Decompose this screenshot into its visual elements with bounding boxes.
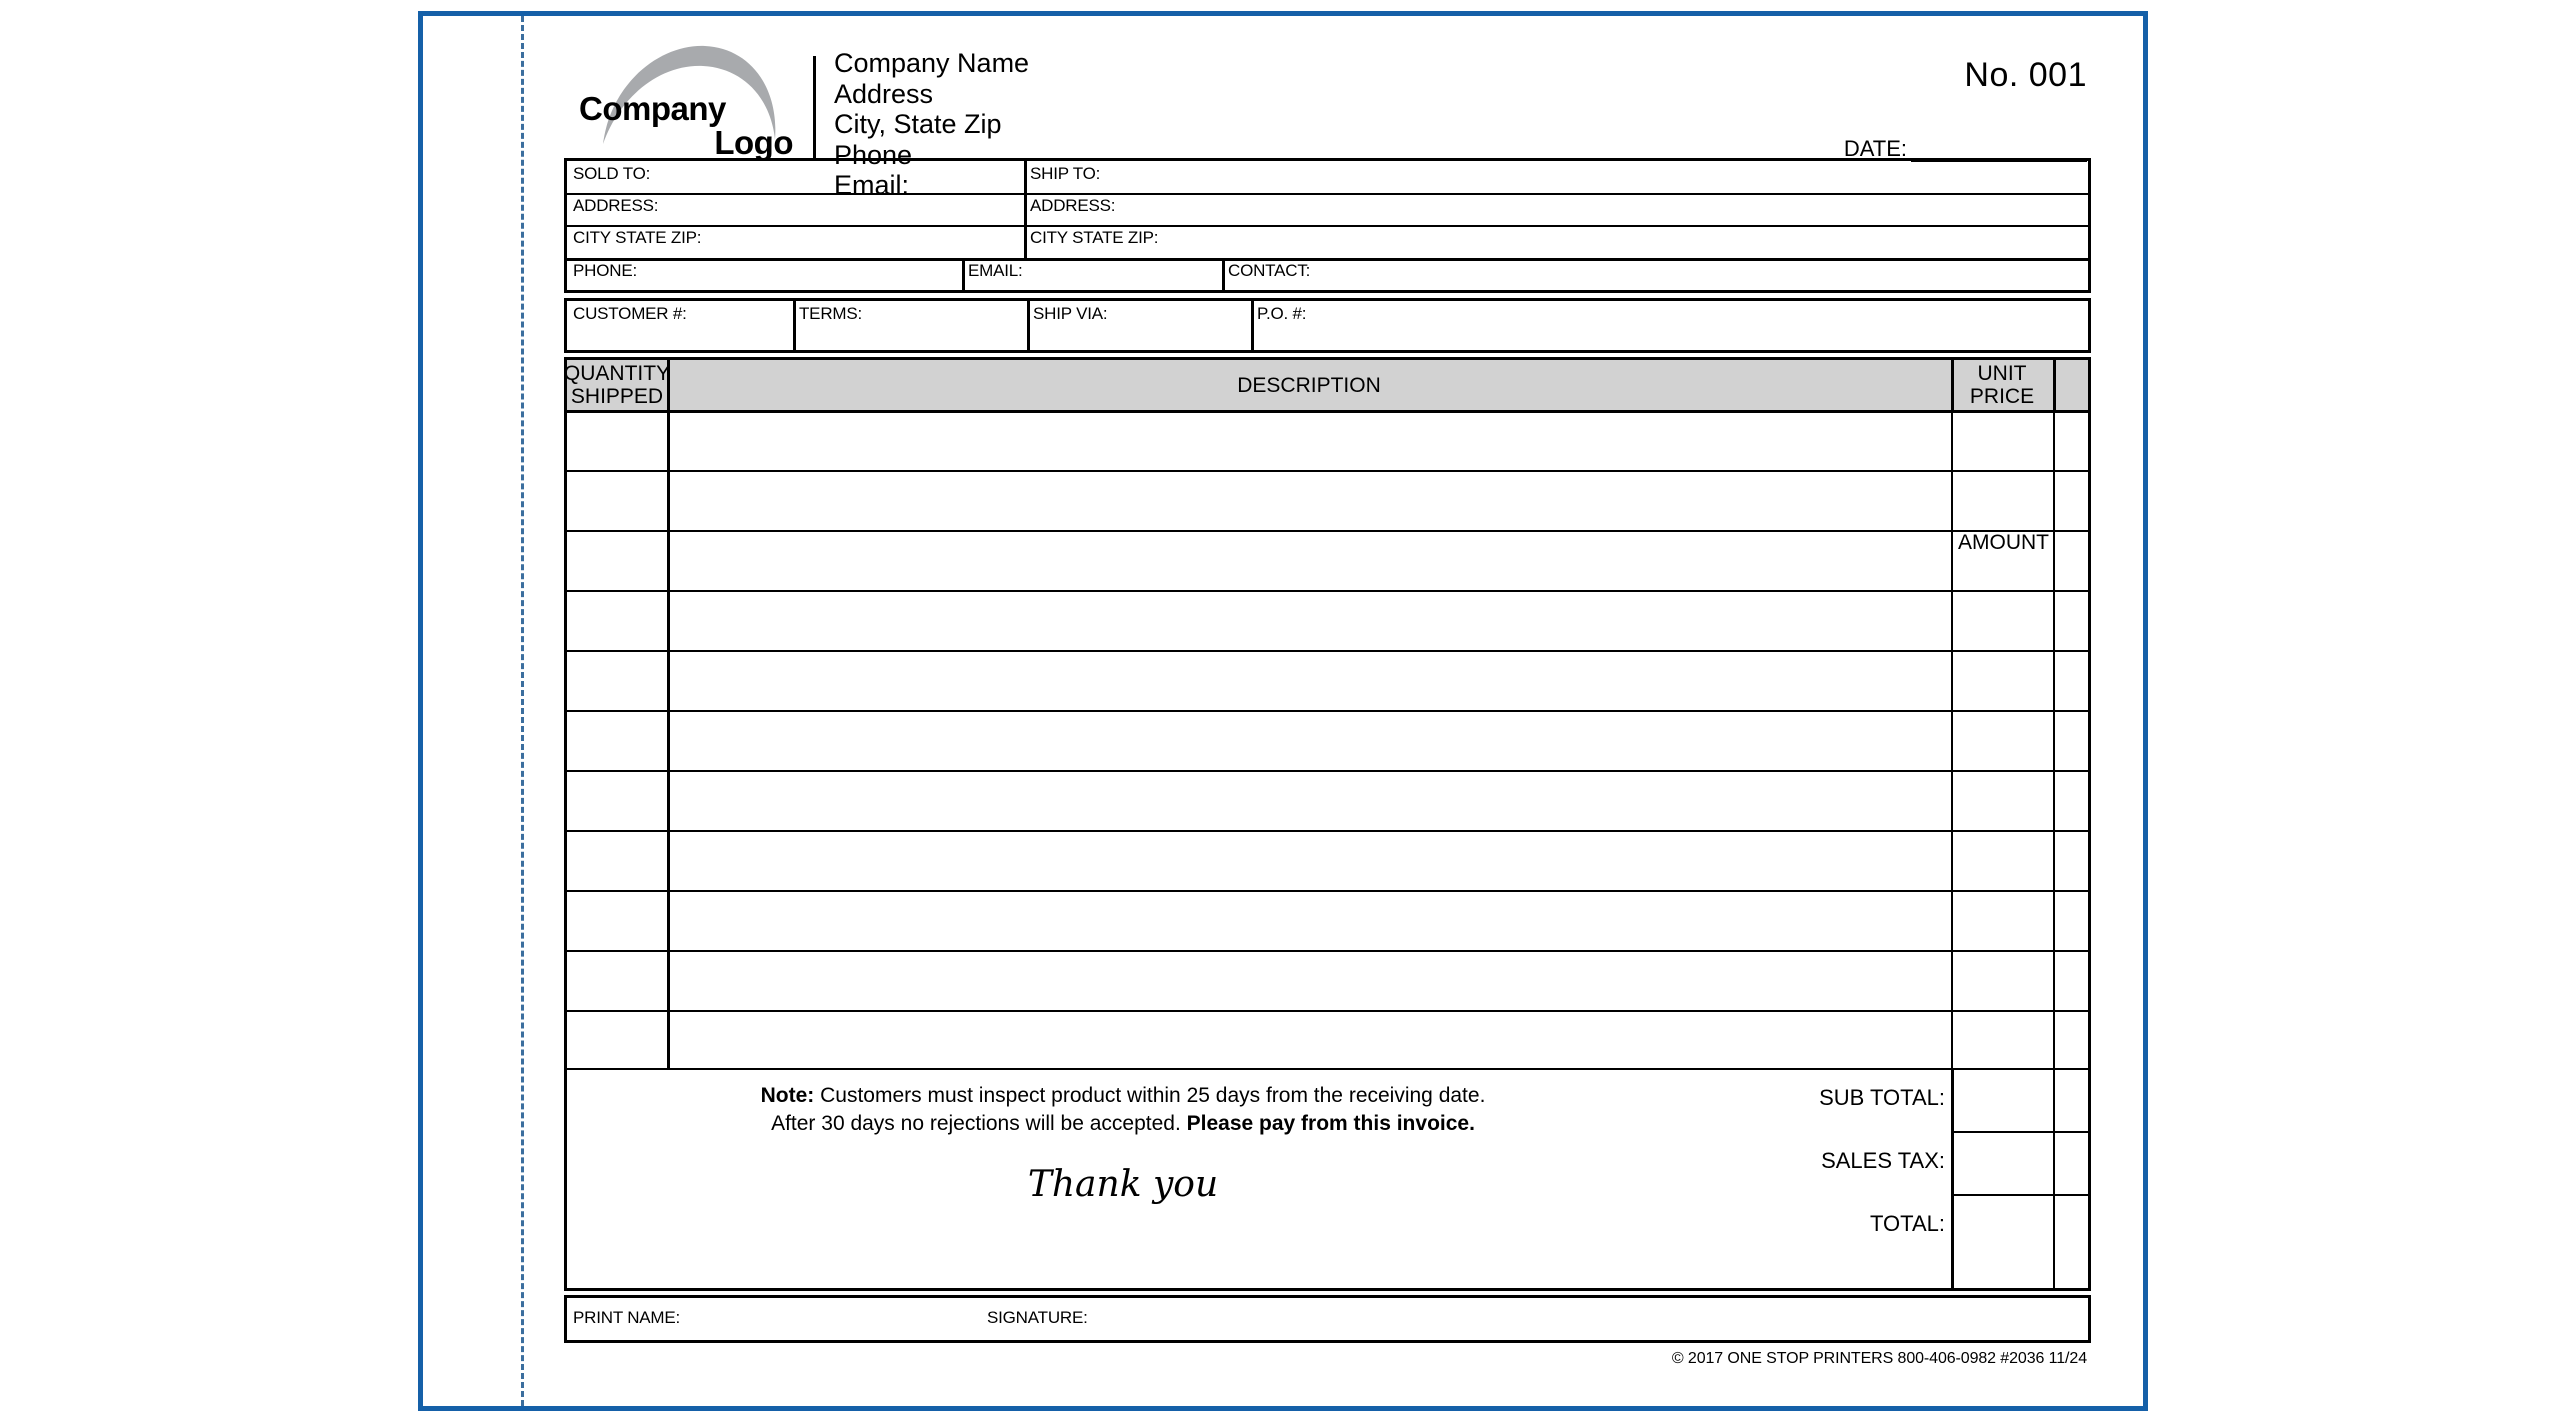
table-row[interactable] (567, 770, 2088, 772)
sold-to-label: SOLD TO: (573, 164, 651, 183)
sales-tax-value[interactable] (1956, 1133, 2086, 1192)
body-divider-unit-amt (2053, 410, 2055, 1068)
company-email: Email: (834, 170, 910, 200)
ship-to-address-input[interactable] (1112, 194, 2082, 224)
table-row[interactable] (567, 1010, 2088, 1012)
signature-input[interactable] (1092, 1298, 2082, 1340)
ship-via-input[interactable] (1107, 301, 1247, 350)
ship-to-csz-label: CITY STATE ZIP: (1030, 228, 1159, 247)
note-line-2-normal: After 30 days no rejections will be accepted. (771, 1112, 1187, 1135)
sold-to-csz-input[interactable] (692, 226, 1020, 256)
body-divider-desc-unit (1951, 410, 1953, 1068)
ship-via-label: SHIP VIA: (1033, 304, 1108, 323)
ship-to-address-label: ADDRESS: (1030, 196, 1116, 215)
customer-number-input[interactable] (675, 301, 789, 350)
invoice-number: No. 001 (1964, 56, 2087, 94)
terms-shipvia-divider (1027, 301, 1030, 350)
customer-terms-divider (793, 301, 796, 350)
contact-label: CONTACT: (1228, 261, 1311, 280)
description-header-label: DESCRIPTION (1237, 373, 1381, 397)
sold-to-address-label: ADDRESS: (573, 196, 659, 215)
note-bold-label: Note: (760, 1084, 815, 1107)
address-section (564, 158, 2091, 293)
total-value[interactable] (1956, 1196, 2086, 1286)
note-line-2 (567, 1110, 1679, 1138)
unit-price-header-line1: UNIT (1977, 362, 2027, 385)
sold-ship-divider (1024, 161, 1027, 258)
logo-divider (813, 56, 816, 160)
note-line-2-bold: Please pay from this invoice. (1186, 1112, 1475, 1135)
note-line-1-rest: Customers must inspect product within 25 days from the receiving date. (814, 1084, 1486, 1107)
signature-label: SIGNATURE: (987, 1308, 1088, 1327)
po-number-input[interactable] (1317, 301, 2082, 350)
table-row[interactable] (567, 470, 2088, 472)
note-line-1 (567, 1082, 1679, 1110)
company-phone: Phone (834, 139, 913, 170)
table-row[interactable] (567, 890, 2088, 892)
email-input[interactable] (1032, 260, 1217, 289)
table-row[interactable] (567, 830, 2088, 832)
th-divider-qty-desc (667, 360, 670, 410)
table-row[interactable] (567, 530, 2088, 532)
sold-to-address-input[interactable] (657, 194, 1020, 224)
logo-line-1: Company (579, 90, 726, 127)
print-name-label: PRINT NAME: (573, 1308, 681, 1327)
signature-section (564, 1295, 2091, 1343)
unit-price-header-line2: PRICE (1969, 385, 2035, 408)
phone-label: PHONE: (573, 261, 637, 280)
ship-to-csz-input[interactable] (1147, 226, 2082, 256)
invoice-page (418, 11, 2148, 1411)
company-address: Address (834, 78, 934, 109)
phone-email-divider (962, 258, 965, 290)
line-items-table (564, 357, 2091, 1291)
logo-line-2: Logo (714, 124, 793, 161)
column-header-amount (2056, 360, 2088, 410)
ship-to-input[interactable] (1112, 161, 2082, 191)
terms-input[interactable] (857, 301, 1023, 350)
table-header-row (563, 360, 2088, 410)
sub-total-value[interactable] (1956, 1070, 2086, 1129)
table-row[interactable] (567, 950, 2088, 952)
customer-number-label: CUSTOMER #: (573, 304, 687, 323)
terms-label: TERMS: (799, 304, 863, 323)
th-divider-desc-unit (1951, 360, 1954, 410)
company-name: Company Name (834, 48, 1030, 78)
column-header-amount-text: AMOUNT (1958, 531, 2049, 554)
table-row[interactable] (567, 650, 2088, 652)
quantity-header-line1: QUANTITY (563, 362, 671, 385)
sold-to-input[interactable] (657, 161, 1020, 191)
column-header-description (670, 360, 1948, 410)
company-logo (577, 40, 799, 162)
invoice-form-body (564, 16, 2091, 1406)
copyright-notice: © 2017 ONE STOP PRINTERS 800-406-0982 #2036 11/24 (1671, 1350, 2087, 1367)
total-label: TOTAL: (1870, 1211, 1945, 1236)
table-row[interactable] (567, 710, 2088, 712)
totals-left-divider (1951, 1068, 1954, 1288)
company-city-state-zip: City, State Zip (834, 109, 1002, 139)
thank-you-text: Thank you (1027, 1164, 1219, 1205)
column-header-quantity (563, 360, 671, 410)
perforation-line (521, 16, 524, 1406)
shipvia-po-divider (1251, 301, 1254, 350)
reference-section (564, 298, 2091, 353)
note-area (567, 1068, 1679, 1288)
sub-total-label: SUB TOTAL: (1819, 1085, 1945, 1110)
column-header-unit-price (1951, 360, 2053, 410)
email-contact-divider (1222, 258, 1225, 290)
ship-to-label: SHIP TO: (1030, 164, 1101, 183)
body-divider-qty-desc (667, 410, 670, 1068)
th-bottom-rule (567, 410, 2088, 413)
po-number-label: P.O. #: (1257, 304, 1307, 323)
th-divider-unit-amount (2053, 360, 2056, 410)
sold-to-csz-label: CITY STATE ZIP: (573, 228, 702, 247)
company-logo-text (577, 92, 799, 159)
phone-input[interactable] (637, 260, 957, 289)
email-label: EMAIL: (968, 261, 1023, 280)
date-label: DATE: (1843, 136, 1907, 161)
print-name-input[interactable] (677, 1298, 977, 1340)
quantity-header-line2: SHIPPED (570, 385, 664, 408)
table-row[interactable] (567, 590, 2088, 592)
contact-input[interactable] (1312, 260, 2082, 289)
sales-tax-label: SALES TAX: (1821, 1148, 1945, 1173)
note-text (567, 1082, 1679, 1138)
